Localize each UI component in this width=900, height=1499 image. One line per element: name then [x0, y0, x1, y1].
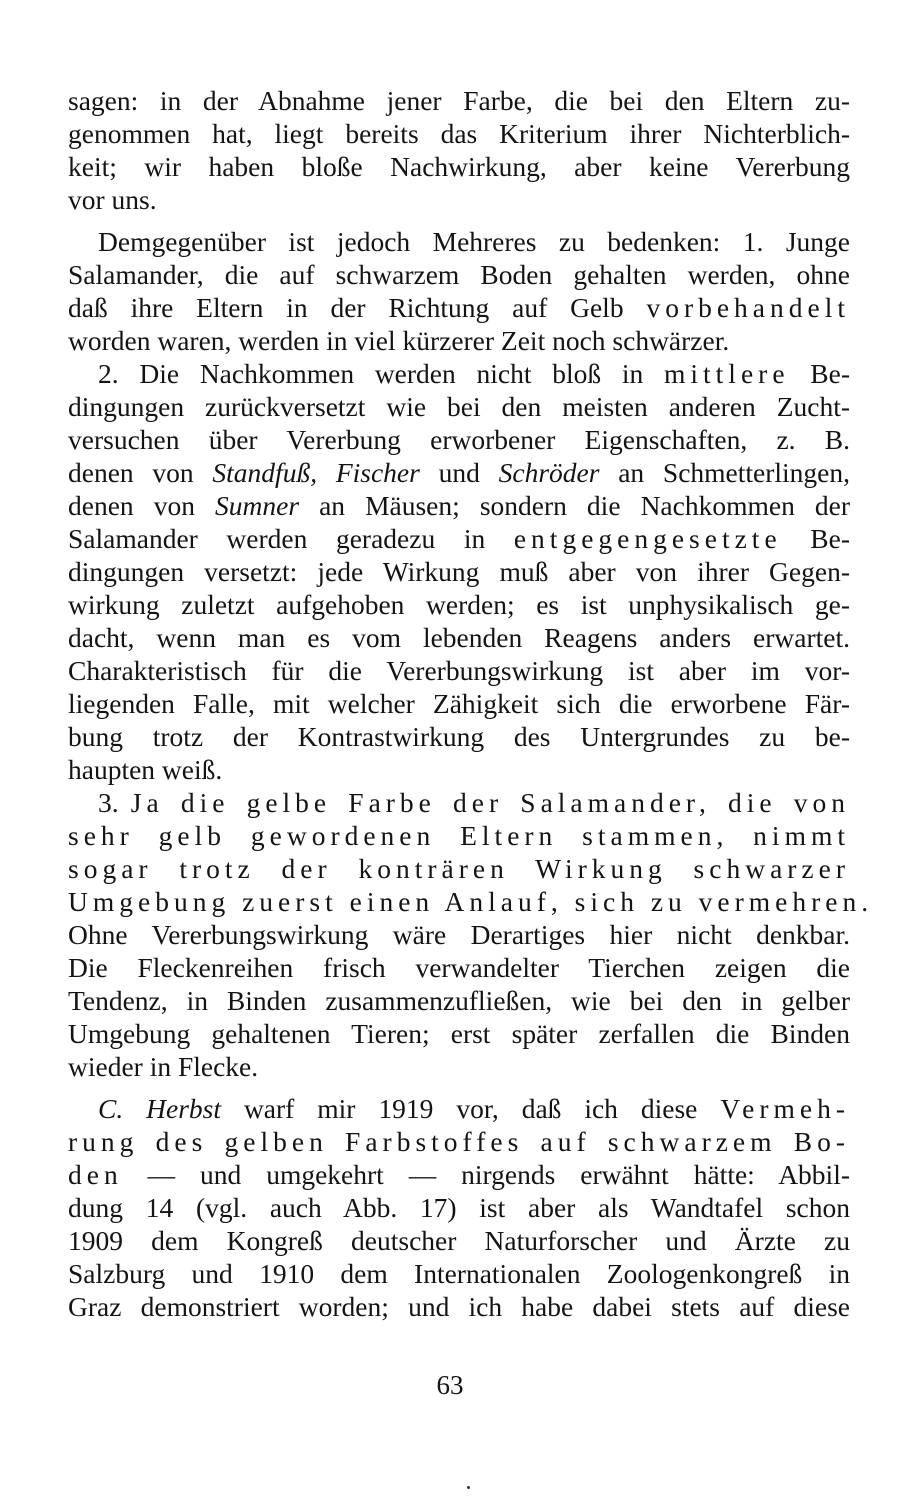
- text-line: liegenden Falle, mit welcher Zähigkeit sich die erworbene Fär-: [68, 688, 850, 719]
- text-line: dacht, wenn man es vom lebenden Reagens anders erwartet.: [68, 622, 850, 653]
- text-run: 2. Die Nachkommen werden nicht bloß in: [98, 358, 664, 389]
- text-line: [68, 522, 850, 555]
- text-run: Salamander werden geradezu in: [68, 523, 514, 554]
- text-line: [68, 489, 850, 522]
- text-run: Be-: [789, 358, 850, 389]
- author-name: Schröder: [498, 457, 600, 488]
- text-line: [68, 1092, 850, 1125]
- spaced-emphasis: Ja die gelbe Farbe der Salamander, die von: [130, 787, 851, 818]
- text-line: Ohne Vererbungswirkung wäre Derartiges hier nicht denkbar.: [68, 919, 850, 950]
- text-line: Die Fleckenreihen frisch verwandelter Tierchen zeigen die: [68, 952, 850, 983]
- text-line: rung des gelben Farbstoffes auf schwarzem Bo-: [68, 1126, 850, 1157]
- text-line: [68, 357, 850, 390]
- author-names: Standfuß, Fischer: [212, 457, 420, 488]
- author-name: Sumner: [215, 490, 300, 521]
- spaced-emphasis: Vermeh-: [720, 1093, 850, 1124]
- text-run: und: [419, 457, 499, 488]
- text-line: wirkung zuletzt aufgehoben werden; es ist unphysikalisch ge-: [68, 589, 850, 620]
- text-line: Umgebung zuerst einen Anlauf, sich zu vermehren.: [68, 886, 874, 917]
- text-run: warf mir 1919 vor, daß ich diese: [221, 1093, 721, 1124]
- text-line: wieder in Flecke.: [68, 1051, 259, 1082]
- scan-speck: [467, 1486, 470, 1489]
- text-line: sehr gelb gewordenen Eltern stammen, nimmt: [68, 820, 850, 851]
- text-run: 3.: [98, 787, 131, 818]
- body-text: [68, 84, 874, 1323]
- spaced-emphasis: entgegengesetzte: [513, 523, 782, 554]
- text-line: bung trotz der Kontrastwirkung des Untergrundes zu be-: [68, 721, 850, 752]
- text-line: Demgegenüber ist jedoch Mehreres zu bedenken: 1. Junge: [98, 226, 850, 257]
- text-line: keit; wir haben bloße Nachwirkung, aber keine Vererbung: [68, 151, 850, 182]
- text-line: Salamander, die auf schwarzem Boden gehalten werden, ohne: [68, 259, 850, 290]
- text-line: haupten weiß.: [68, 754, 223, 785]
- spaced-emphasis: vorbehandelt: [646, 292, 850, 323]
- text-line: [68, 291, 850, 324]
- text-line: [68, 456, 850, 489]
- text-line: worden waren, werden in viel kürzerer Zeit noch schwärzer.: [68, 325, 730, 356]
- text-line: dingungen versetzt: jede Wirkung muß aber von ihrer Gegen-: [68, 556, 850, 587]
- author-name: C. Herbst: [98, 1093, 222, 1124]
- text-run: an Schmetterlingen,: [599, 457, 850, 488]
- text-run: daß ihre Eltern in der Richtung auf Gelb: [68, 292, 647, 323]
- text-run: — und umgekehrt — nirgends erwähnt hätte: Abbil-: [122, 1159, 850, 1190]
- text-line: [68, 786, 850, 819]
- text-line: Tendenz, in Binden zusammenzufließen, wie bei den in gelber: [68, 985, 850, 1016]
- text-line: [68, 1158, 850, 1191]
- text-line: vor uns.: [68, 184, 157, 215]
- text-line: Graz demonstriert worden; und ich habe dabei stets auf diese: [68, 1291, 850, 1322]
- text-line: Salzburg und 1910 dem Internationalen Zoologenkongreß in: [68, 1258, 850, 1289]
- text-line: 1909 dem Kongreß deutscher Naturforscher und Ärzte zu: [68, 1225, 850, 1256]
- text-line: dung 14 (vgl. auch Abb. 17) ist aber als Wandtafel schon: [68, 1192, 850, 1223]
- spaced-emphasis: den: [68, 1159, 123, 1190]
- text-run: denen von: [68, 457, 213, 488]
- text-run: an Mäusen; sondern die Nachkommen der: [299, 490, 850, 521]
- text-line: genommen hat, liegt bereits das Kriterium ihrer Nichterblich-: [68, 118, 850, 149]
- page-number: 63: [436, 1370, 464, 1400]
- text-line: sogar trotz der konträren Wirkung schwarzer: [68, 853, 850, 884]
- text-line: Charakteristisch für die Vererbungswirkung ist aber im vor-: [68, 655, 850, 686]
- text-line: sagen: in der Abnahme jener Farbe, die bei den Eltern zu-: [68, 85, 850, 116]
- text-run: Be-: [781, 523, 850, 554]
- spaced-emphasis: mittlere: [664, 358, 790, 389]
- text-line: versuchen über Vererbung erworbener Eigenschaften, z. B.: [68, 424, 850, 455]
- text-line: dingungen zurückversetzt wie bei den meisten anderen Zucht-: [68, 391, 850, 422]
- text-line: Umgebung gehaltenen Tieren; erst später zerfallen die Binden: [68, 1018, 850, 1049]
- text-run: denen von: [68, 490, 215, 521]
